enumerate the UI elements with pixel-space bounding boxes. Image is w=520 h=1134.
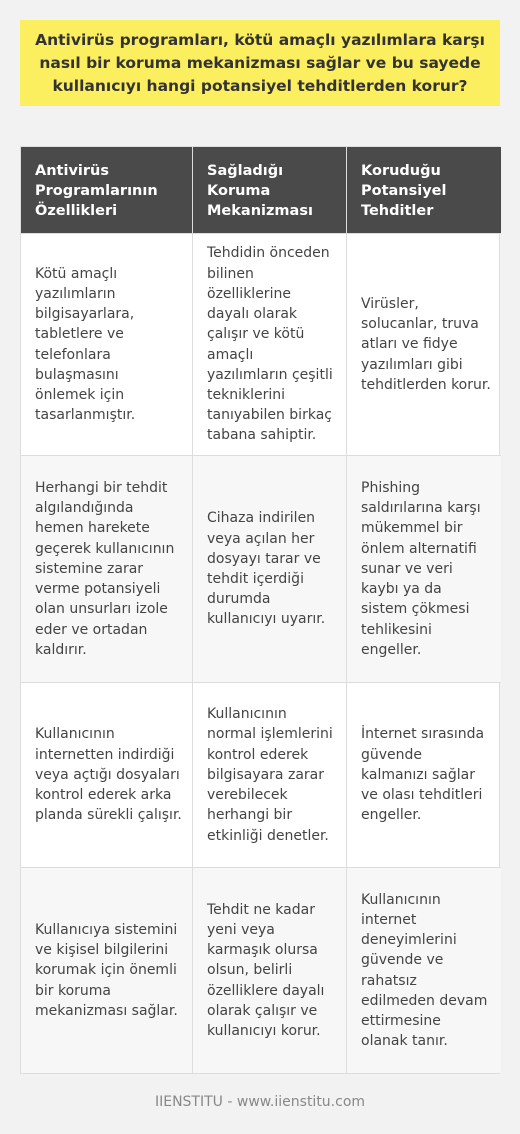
table-cell: Kullanıcıya sistemini ve kişisel bilgilerini korumak için önemli bir koruma mekanizması sağlar. bbox=[21, 867, 193, 1073]
page-title: Antivirüs programları, kötü amaçlı yazılımlara karşı nasıl bir koruma mekanizması sağlar ve bu sayede kullanıcıyı hangi potansiyel tehditlerden korur? bbox=[35, 30, 485, 95]
table-cell: Kullanıcının internet deneyimlerini güvende ve rahatsız edilmeden devam ettirmesine olanak tanır. bbox=[347, 867, 501, 1073]
table-cell: Tehdit ne kadar yeni veya karmaşık olursa olsun, belirli özelliklere dayalı olarak çalışır ve kullanıcıyı korur. bbox=[193, 867, 347, 1073]
table-cell: Kullanıcının internetten indirdiği veya açtığı dosyaları kontrol ederek arka planda sürekli çalışır. bbox=[21, 682, 193, 867]
table-cell: Kullanıcının normal işlemlerini kontrol ederek bilgisayara zarar verebilecek herhangi bir etkinliği denetler. bbox=[193, 682, 347, 867]
column-header-mechanism: Sağladığı Koruma Mekanizması bbox=[193, 147, 347, 233]
column-header-features: Antivirüs Programlarının Özellikleri bbox=[21, 147, 193, 233]
table-cell: Tehdidin önceden bilinen özelliklerine dayalı olarak çalışır ve kötü amaçlı yazılımların çeşitli tekniklerini tanıyabilen birkaç tabana sahiptir. bbox=[193, 233, 347, 455]
table-cell: Herhangi bir tehdit algılandığında hemen harekete geçerek kullanıcının sistemine zarar verme potansiyeli olan unsurları izole eder ve ortadan kaldırır. bbox=[21, 455, 193, 682]
comparison-table bbox=[20, 146, 500, 1074]
footer-credit: IIENSTITU - www.iienstitu.com bbox=[154, 1094, 366, 1110]
column-header-threats: Koruduğu Potansiyel Tehditler bbox=[347, 147, 501, 233]
table-cell: Cihaza indirilen veya açılan her dosyayı tarar ve tehdit içerdiği durumda kullanıcıyı uyarır. bbox=[193, 455, 347, 682]
table-cell: Virüsler, solucanlar, truva atları ve fidye yazılımları gibi tehditlerden korur. bbox=[347, 233, 501, 455]
table-cell: Kötü amaçlı yazılımların bilgisayarlara, tabletlere ve telefonlara bulaşmasını önlemek için tasarlanmıştır. bbox=[21, 233, 193, 455]
table-cell: İnternet sırasında güvende kalmanızı sağlar ve olası tehditleri engeller. bbox=[347, 682, 501, 867]
table-cell: Phishing saldırılarına karşı mükemmel bir önlem alternatifi sunar ve veri kaybı ya da sistem çökmesi tehlikesini engeller. bbox=[347, 455, 501, 682]
title-banner bbox=[20, 20, 500, 106]
